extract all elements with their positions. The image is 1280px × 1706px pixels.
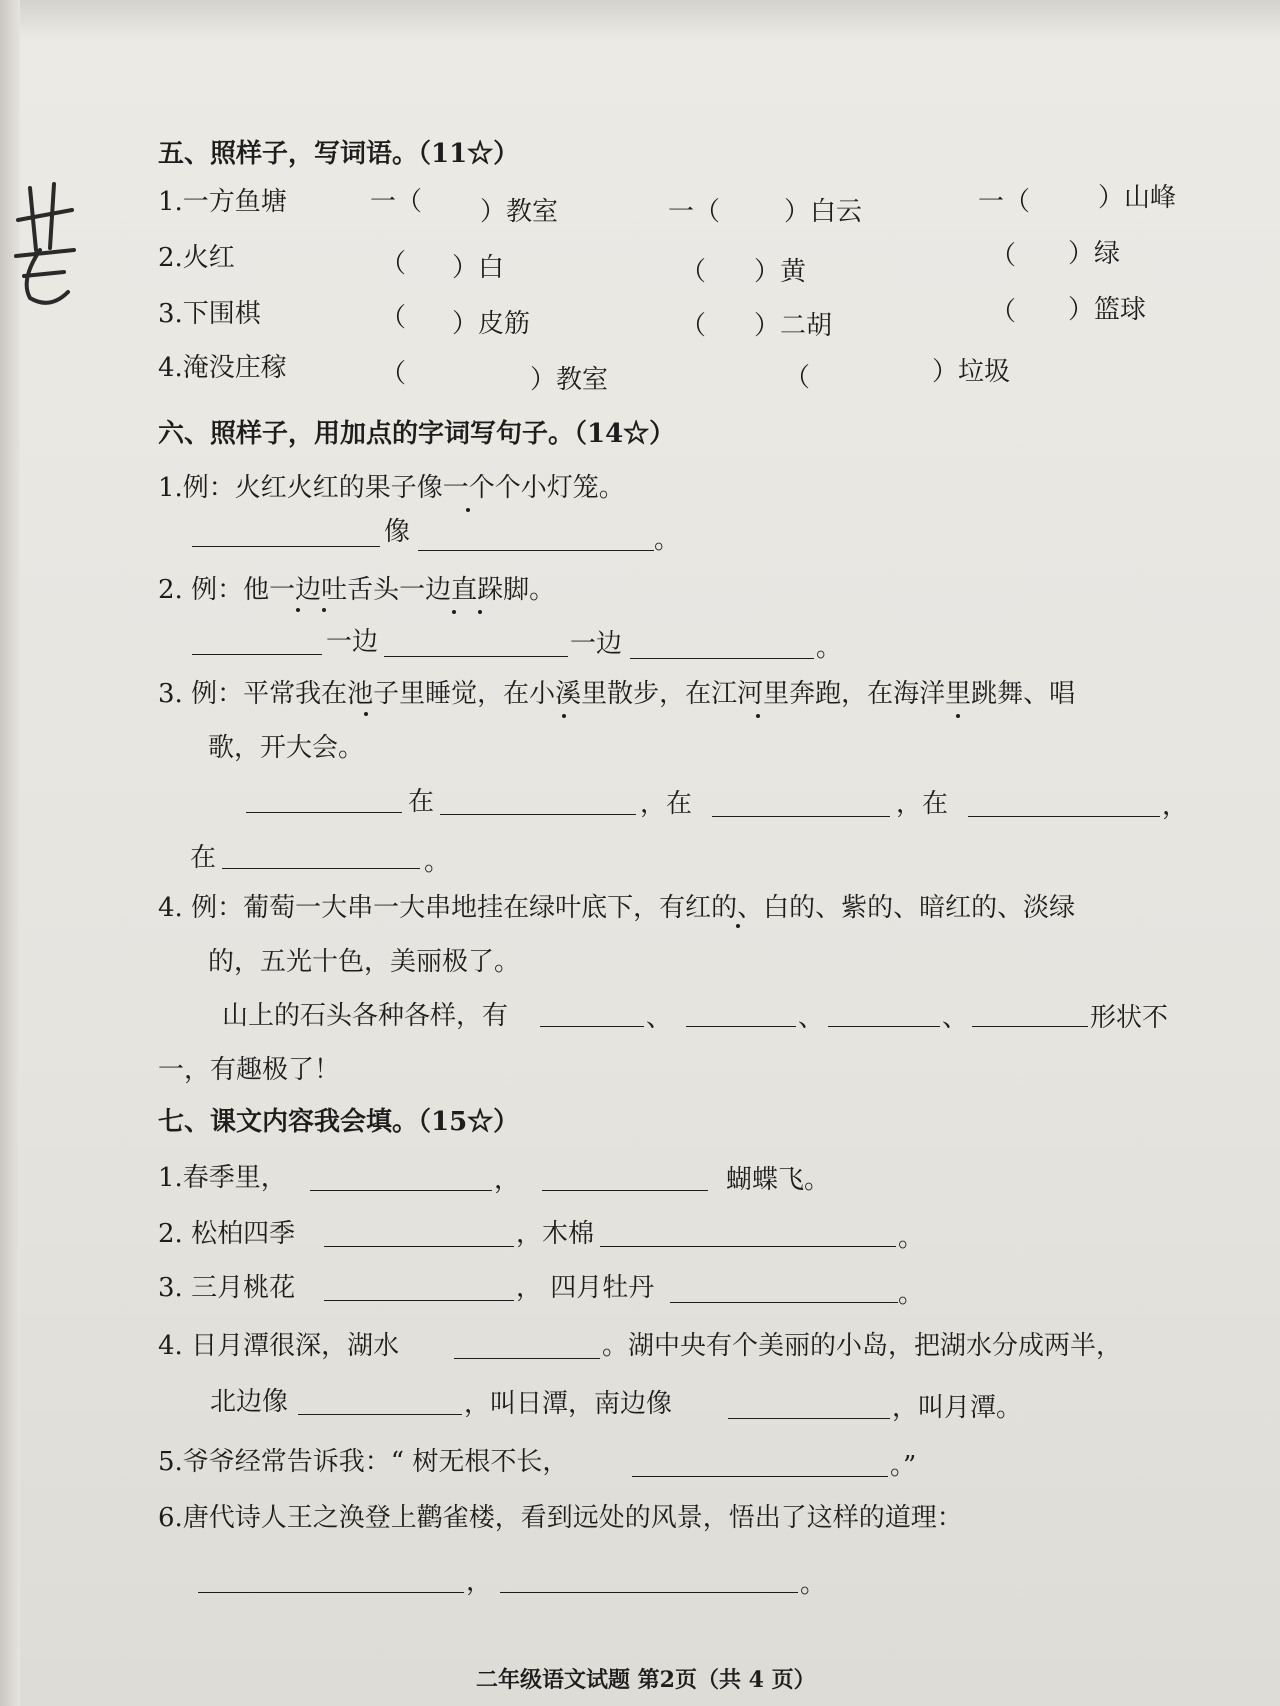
- sec6-q2-blank3[interactable]: [630, 658, 814, 659]
- sec7-q6-end: 。: [800, 1569, 827, 1599]
- sec7-q2-pre: 2. 松柏四季: [158, 1219, 296, 1249]
- sec6-q3-word4: ，: [1162, 791, 1189, 821]
- sec6-q4-blank2[interactable]: [686, 1026, 796, 1027]
- sec5-row1-c2-post: ）白云: [784, 197, 863, 227]
- sec6-q4-line1: 山上的石头各种各样，有: [222, 1001, 509, 1031]
- sec6-q3-blank2[interactable]: [440, 814, 636, 815]
- sec5-row4-c2-pre: （: [784, 363, 811, 393]
- sec6-q3-word3: ，在: [896, 789, 949, 819]
- sec5-row2-c2-pre: （: [680, 257, 707, 287]
- section5-title: 五、照样子，写词语。（11☆）: [158, 139, 520, 169]
- sec7-q5-end: 。”: [890, 1451, 917, 1481]
- sec7-q4-line1-post: 。湖中央有个美丽的小岛，把湖水分成两半，: [602, 1331, 1123, 1361]
- sec5-row4-c1-pre: （: [380, 359, 407, 389]
- sec6-q2-example: 2. 例：他一边吐舌头一边直跺脚。: [158, 575, 556, 605]
- sec5-row3-c2-post: ）二胡: [754, 311, 833, 341]
- emphasis-dot: [364, 712, 368, 716]
- sec7-q2-blank2[interactable]: [600, 1246, 896, 1247]
- sec6-q3-blank4[interactable]: [968, 816, 1160, 817]
- sec5-row1-c1-post: ）教室: [480, 197, 559, 227]
- sec7-q4-line1-pre: 4. 日月潭很深，湖水: [158, 1331, 400, 1361]
- sec5-row1-c3-post: ）山峰: [1098, 183, 1177, 213]
- sec5-row1-c2-pre: 一（: [668, 197, 721, 227]
- sec7-q1-post: 蝴蝶飞。: [726, 1165, 831, 1195]
- emphasis-dot: [756, 714, 760, 718]
- sec6-q2-word2: 一边: [570, 629, 623, 659]
- sec6-q4-example-line2: 的，五光十色，美丽极了。: [208, 947, 521, 977]
- emphasis-dot: [452, 610, 456, 614]
- sec7-q3-end: 。: [898, 1279, 925, 1309]
- sec5-row2-c1-pre: （: [380, 249, 407, 279]
- sec6-q1-example: 1.例：火红火红的果子像一个个小灯笼。: [158, 473, 625, 503]
- sec6-q1-blank2[interactable]: [418, 550, 654, 551]
- sec7-q1-blank2[interactable]: [542, 1190, 708, 1191]
- sec7-q2-mid: ，木棉: [516, 1219, 595, 1249]
- sec7-q6-blank1[interactable]: [198, 1592, 464, 1593]
- sec5-row3-c1-pre: （: [380, 303, 407, 333]
- sec5-row2-c3-post: ）绿: [1068, 239, 1121, 269]
- sec7-q3-blank2[interactable]: [670, 1302, 898, 1303]
- sec6-q1-blank1[interactable]: [192, 546, 380, 547]
- sec5-row1-example: 1.一方鱼塘: [158, 187, 287, 217]
- sec6-q2-word1: 一边: [326, 627, 379, 657]
- top-shadow: [0, 0, 1280, 40]
- sec6-q4-sep3: 、: [942, 1003, 969, 1033]
- sec6-q4-sep2: 、: [798, 1003, 825, 1033]
- emphasis-dot: [562, 714, 566, 718]
- sec7-q6-mid: ，: [466, 1567, 493, 1597]
- sec5-row3-example: 3.下围棋: [158, 299, 261, 329]
- sec7-q3-mid: ， 四月牡丹: [516, 1273, 655, 1303]
- sec6-q3-blank3[interactable]: [712, 816, 890, 817]
- sec6-q2-blank2[interactable]: [384, 656, 568, 657]
- section6-title: 六、照样子，用加点的字词写句子。（14☆）: [158, 419, 676, 449]
- sec5-row1-c3-pre: 一（: [978, 187, 1031, 217]
- sec7-q5-pre: 5.爷爷经常告诉我：“ 树无根不长，: [158, 1447, 569, 1477]
- sec5-row4-example: 4.淹没庄稼: [158, 353, 287, 383]
- sec7-q6-blank2[interactable]: [500, 1592, 798, 1593]
- sec6-q3-word5: 在: [190, 843, 217, 873]
- sec5-row3-c2-pre: （: [680, 311, 707, 341]
- sec5-row2-c3-pre: （: [990, 241, 1017, 271]
- sec5-row3-c3-post: ）篮球: [1068, 295, 1147, 325]
- sec7-q4-line2-mid: ，叫日潭，南边像: [464, 1389, 673, 1419]
- emphasis-dot: [296, 608, 300, 612]
- sec6-q4-line2: 一，有趣极了！: [158, 1055, 341, 1085]
- sec6-q4-blank3[interactable]: [828, 1026, 940, 1027]
- sec7-q4-line2-pre: 北边像: [210, 1387, 289, 1417]
- sec7-q2-blank1[interactable]: [324, 1246, 514, 1247]
- sec6-q1-word: 像: [384, 517, 411, 547]
- sec6-q4-sep1: 、: [646, 1003, 673, 1033]
- sec6-q3-word1: 在: [408, 787, 435, 817]
- sec5-row1-c1-pre: 一（: [370, 187, 423, 217]
- sec6-q2-end: 。: [816, 633, 843, 663]
- sec5-row2-c2-post: ）黄: [754, 257, 807, 287]
- sec6-q4-blank1[interactable]: [540, 1026, 644, 1027]
- sec6-q3-blank5[interactable]: [222, 868, 420, 869]
- emphasis-dot: [466, 508, 470, 512]
- sec5-row3-c3-pre: （: [990, 297, 1017, 327]
- sec5-row4-c1-post: ）教室: [530, 365, 609, 395]
- emphasis-dot: [956, 714, 960, 718]
- sec6-q3-blank1[interactable]: [246, 812, 402, 813]
- sec7-q4-blank3[interactable]: [728, 1418, 890, 1419]
- sec7-q4-blank2[interactable]: [298, 1414, 462, 1415]
- emphasis-dot: [736, 924, 740, 928]
- sec7-q6-text: 6.唐代诗人王之涣登上鹳雀楼，看到远处的风景，悟出了这样的道理：: [158, 1503, 963, 1533]
- sec5-row3-c1-post: ）皮筋: [452, 309, 531, 339]
- sec7-q3-pre: 3. 三月桃花: [158, 1273, 296, 1303]
- sec6-q4-example-line1: 4. 例：葡萄一大串一大串地挂在绿叶底下，有红的、白的、紫的、暗红的、淡绿: [158, 893, 1076, 923]
- sec6-q3-example-line1: 3. 例：平常我在池子里睡觉，在小溪里散步，在江河里奔跑，在海洋里跳舞、唱: [158, 679, 1076, 709]
- sec6-q1-end: 。: [654, 525, 681, 555]
- sec5-row4-c2-post: ）垃圾: [932, 357, 1011, 387]
- sec7-q1-mid: ，: [494, 1165, 521, 1195]
- sec6-q3-example-line2: 歌，开大会。: [208, 733, 365, 763]
- sec6-q4-blank4[interactable]: [972, 1026, 1088, 1027]
- sec7-q4-blank1[interactable]: [454, 1358, 600, 1359]
- emphasis-dot: [478, 610, 482, 614]
- sec7-q5-blank[interactable]: [632, 1476, 888, 1477]
- page-footer: 二年级语文试题 第2页（共 4 页）: [476, 1667, 816, 1693]
- sec5-row2-example: 2.火红: [158, 243, 235, 273]
- emphasis-dot: [322, 608, 326, 612]
- sec6-q2-blank1[interactable]: [192, 654, 322, 655]
- sec6-q4-tail: 形状不: [1090, 1003, 1169, 1033]
- sec7-q4-line2-end: ，叫月潭。: [892, 1393, 1023, 1423]
- sec7-q3-blank1[interactable]: [324, 1300, 514, 1301]
- sec7-q1-pre: 1.春季里，: [158, 1163, 287, 1193]
- sec6-q3-end: 。: [424, 847, 451, 877]
- handwritten-mark: [10, 180, 80, 320]
- sec6-q3-word2: ，在: [640, 789, 693, 819]
- section7-title: 七、课文内容我会填。（15☆）: [158, 1107, 520, 1137]
- sec7-q1-blank1[interactable]: [310, 1190, 492, 1191]
- sec5-row2-c1-post: ）白: [452, 253, 505, 283]
- sec7-q2-end: 。: [898, 1223, 925, 1253]
